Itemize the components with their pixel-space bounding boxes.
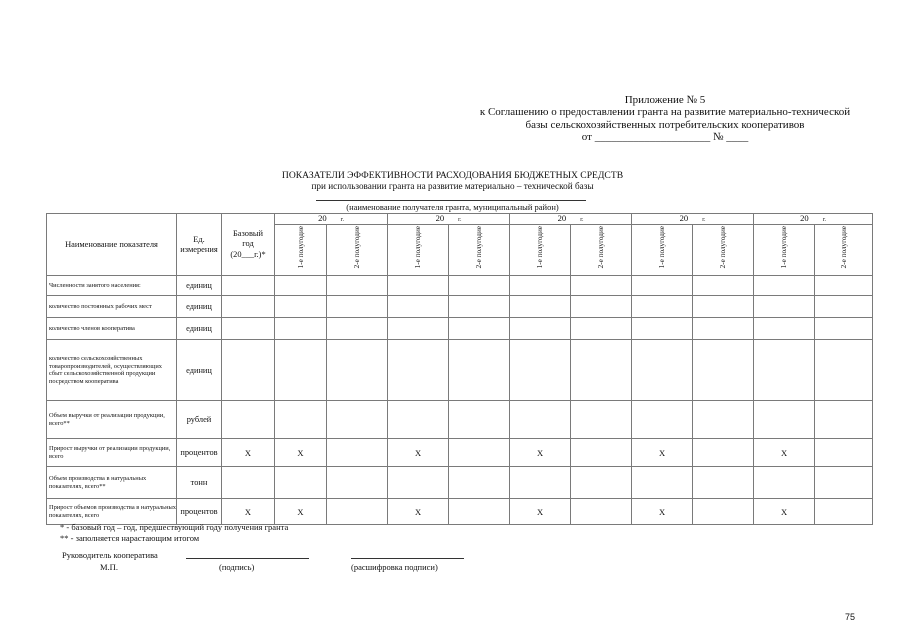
- half1-label: 1-е полугодие: [414, 226, 423, 269]
- table-row: [47, 467, 873, 499]
- indicator-unit: единиц: [177, 296, 222, 318]
- period-value-cell: X: [754, 499, 815, 525]
- half2-header: [449, 225, 510, 276]
- year-header-cell: [510, 214, 632, 225]
- period-value-cell: [571, 276, 632, 296]
- period-value-cell: [754, 318, 815, 340]
- half2-header: [571, 225, 632, 276]
- base-year-cell: [222, 401, 275, 439]
- indicator-unit: рублей: [177, 401, 222, 439]
- period-value-cell: [571, 467, 632, 499]
- period-value-cell: [449, 276, 510, 296]
- period-value-cell: [388, 318, 449, 340]
- period-value-cell: [275, 340, 327, 401]
- year-number: 20: [318, 213, 327, 223]
- period-value-cell: [632, 401, 693, 439]
- period-value-cell: [571, 499, 632, 525]
- period-value-cell: [449, 401, 510, 439]
- header-base-year: [222, 214, 275, 276]
- indicator-name: количество сельскохозяйственных товаропроизводителей, осуществляющих сбыт сельскохозяйственной продукции посредством кооператива: [47, 340, 177, 401]
- year-header-cell: [275, 214, 388, 225]
- half1-header: [388, 225, 449, 276]
- stamp-placeholder: М.П.: [100, 562, 118, 572]
- half1-label: 1-е полугодие: [296, 226, 305, 269]
- period-value-cell: [388, 296, 449, 318]
- period-value-cell: [754, 276, 815, 296]
- year-header-cell: [388, 214, 510, 225]
- signature-line: [186, 558, 309, 559]
- period-value-cell: [815, 340, 873, 401]
- base-year-cell: [222, 276, 275, 296]
- period-value-cell: [327, 276, 388, 296]
- table-row: [47, 499, 873, 525]
- period-value-cell: [693, 340, 754, 401]
- half1-header: [510, 225, 571, 276]
- period-value-cell: [388, 276, 449, 296]
- period-value-cell: [815, 401, 873, 439]
- page-number: 75: [845, 612, 856, 622]
- period-value-cell: [510, 401, 571, 439]
- period-value-cell: [388, 467, 449, 499]
- period-value-cell: [815, 318, 873, 340]
- period-value-cell: [449, 439, 510, 467]
- period-value-cell: [449, 467, 510, 499]
- half1-header: [275, 225, 327, 276]
- indicator-name: Объем выручки от реализации продукции, всего**: [47, 401, 177, 439]
- year-number: 20: [800, 213, 809, 223]
- period-value-cell: [693, 439, 754, 467]
- period-value-cell: [275, 296, 327, 318]
- period-value-cell: [275, 467, 327, 499]
- half1-header: [632, 225, 693, 276]
- appendix-cooperatives-line: базы сельскохозяйственных потребительских кооперативов: [525, 118, 805, 131]
- period-value-cell: [571, 439, 632, 467]
- period-value-cell: [327, 401, 388, 439]
- period-value-cell: X: [632, 439, 693, 467]
- period-value-cell: [632, 467, 693, 499]
- period-value-cell: [754, 340, 815, 401]
- period-value-cell: [510, 318, 571, 340]
- table-row: [47, 296, 873, 318]
- appendix-date-number-line: от _____________________ № ____: [581, 131, 749, 144]
- period-value-cell: [510, 276, 571, 296]
- half1-label: 1-е полугодие: [780, 226, 789, 269]
- period-value-cell: [327, 439, 388, 467]
- period-value-cell: [327, 340, 388, 401]
- base-year-cell: X: [222, 499, 275, 525]
- period-value-cell: [449, 318, 510, 340]
- half2-label: 2-е полугодие: [719, 226, 728, 269]
- header-unit-line2: измерения: [180, 244, 218, 254]
- half2-header: [327, 225, 388, 276]
- year-suffix: г.: [702, 217, 706, 223]
- base-year-cell: [222, 467, 275, 499]
- indicator-name: Прирост объемов производства в натуральных показателях, всего: [47, 499, 177, 525]
- half1-header: [754, 225, 815, 276]
- title-main: ПОКАЗАТЕЛИ ЭФФЕКТИВНОСТИ РАСХОДОВАНИЯ БЮДЖЕТНЫХ СРЕДСТВ: [281, 170, 624, 181]
- period-value-cell: [327, 318, 388, 340]
- period-value-cell: X: [510, 499, 571, 525]
- year-number: 20: [557, 213, 567, 223]
- indicators-table: [46, 213, 873, 525]
- period-value-cell: X: [275, 439, 327, 467]
- half2-label: 2-е полугодие: [597, 226, 606, 269]
- period-value-cell: [632, 340, 693, 401]
- year-number: 20: [679, 213, 689, 223]
- indicator-unit: единиц: [177, 340, 222, 401]
- period-value-cell: [815, 296, 873, 318]
- header-base-line1: Базовый: [232, 228, 264, 238]
- period-value-cell: [571, 296, 632, 318]
- indicator-unit: процентов: [177, 439, 222, 467]
- period-value-cell: [327, 499, 388, 525]
- header-unit: [177, 214, 222, 276]
- signature-label: (подпись): [219, 562, 255, 572]
- recipient-label: (наименование получателя гранта, муниципальный район): [346, 202, 559, 212]
- signature-decode-line: [351, 558, 464, 559]
- signature-decode-label: (расшифровка подписи): [351, 562, 438, 572]
- indicator-name: количество постоянных рабочих мест: [47, 296, 177, 318]
- table-row: [47, 439, 873, 467]
- period-value-cell: [275, 276, 327, 296]
- half2-header: [815, 225, 873, 276]
- period-value-cell: [815, 439, 873, 467]
- year-header-cell: [754, 214, 873, 225]
- indicator-unit: тонн: [177, 467, 222, 499]
- period-value-cell: [754, 296, 815, 318]
- year-suffix: г.: [822, 217, 827, 223]
- period-value-cell: [815, 467, 873, 499]
- period-value-cell: [754, 401, 815, 439]
- table-row: [47, 401, 873, 439]
- footnote-base-year: * - базовый год – год, предшествующий году получения гранта: [60, 522, 289, 532]
- period-value-cell: [693, 276, 754, 296]
- indicator-name: Прирост выручки от реализации продукции, всего: [47, 439, 177, 467]
- header-name: Наименование показателя: [47, 214, 177, 276]
- year-number: 20: [435, 213, 445, 223]
- indicator-unit: процентов: [177, 499, 222, 525]
- table-row: [47, 276, 873, 296]
- period-value-cell: [693, 318, 754, 340]
- half1-label: 1-е полугодие: [658, 226, 667, 269]
- table-row: [47, 340, 873, 401]
- indicator-unit: единиц: [177, 318, 222, 340]
- period-value-cell: [571, 401, 632, 439]
- appendix-number: Приложение № 5: [624, 94, 706, 106]
- period-value-cell: [632, 276, 693, 296]
- period-value-cell: [275, 401, 327, 439]
- period-value-cell: [754, 467, 815, 499]
- indicator-name: Численности занятого населения:: [47, 276, 177, 296]
- period-value-cell: [327, 296, 388, 318]
- year-suffix: г.: [580, 217, 584, 223]
- period-value-cell: X: [632, 499, 693, 525]
- indicator-name: Объем производства в натуральных показателях, всего**: [47, 467, 177, 499]
- appendix-agreement-line: к Соглашению о предоставлении гранта на развитие материально-технической: [479, 106, 851, 119]
- table-row: [47, 318, 873, 340]
- base-year-cell: [222, 296, 275, 318]
- period-value-cell: [815, 276, 873, 296]
- document-title: [200, 170, 705, 192]
- header-base-line3: (20___г.)*: [230, 249, 266, 259]
- period-value-cell: [327, 467, 388, 499]
- period-value-cell: [632, 318, 693, 340]
- half2-label: 2-е полугодие: [353, 226, 361, 269]
- indicator-name: количество членов кооператива: [47, 318, 177, 340]
- base-year-cell: [222, 340, 275, 401]
- period-value-cell: [449, 296, 510, 318]
- period-value-cell: [815, 499, 873, 525]
- indicator-unit: единиц: [177, 276, 222, 296]
- period-value-cell: [571, 340, 632, 401]
- footnotes: [60, 522, 288, 544]
- title-sub: при использовании гранта на развитие материально – технической базы: [311, 181, 594, 191]
- period-value-cell: [388, 340, 449, 401]
- period-value-cell: [510, 296, 571, 318]
- year-header-cell: [632, 214, 754, 225]
- period-value-cell: [632, 296, 693, 318]
- period-value-cell: [510, 340, 571, 401]
- period-value-cell: [571, 318, 632, 340]
- appendix-header: [430, 94, 900, 144]
- period-value-cell: [693, 499, 754, 525]
- half2-label: 2-е полугодие: [475, 226, 484, 269]
- period-value-cell: X: [275, 499, 327, 525]
- half1-label: 1-е полугодие: [536, 226, 545, 269]
- header-row-years: [47, 214, 873, 225]
- period-value-cell: [388, 401, 449, 439]
- header-unit-line1: Ед.: [193, 234, 205, 244]
- period-value-cell: X: [510, 439, 571, 467]
- period-value-cell: [449, 340, 510, 401]
- period-value-cell: [510, 467, 571, 499]
- year-suffix: г.: [340, 217, 344, 223]
- year-suffix: г.: [458, 217, 462, 223]
- footnote-cumulative: ** - заполняется нарастающим итогом: [60, 533, 200, 543]
- header-base-line2: год: [242, 239, 254, 249]
- recipient-line: [316, 200, 586, 201]
- signature-head-label: Руководитель кооператива: [62, 550, 158, 560]
- half2-header: [693, 225, 754, 276]
- half2-label: 2-е полугодие: [839, 226, 848, 269]
- period-value-cell: X: [754, 439, 815, 467]
- period-value-cell: [449, 499, 510, 525]
- period-value-cell: [693, 296, 754, 318]
- period-value-cell: [693, 401, 754, 439]
- period-value-cell: [275, 318, 327, 340]
- period-value-cell: [693, 467, 754, 499]
- period-value-cell: X: [388, 439, 449, 467]
- period-value-cell: X: [388, 499, 449, 525]
- base-year-cell: [222, 318, 275, 340]
- base-year-cell: X: [222, 439, 275, 467]
